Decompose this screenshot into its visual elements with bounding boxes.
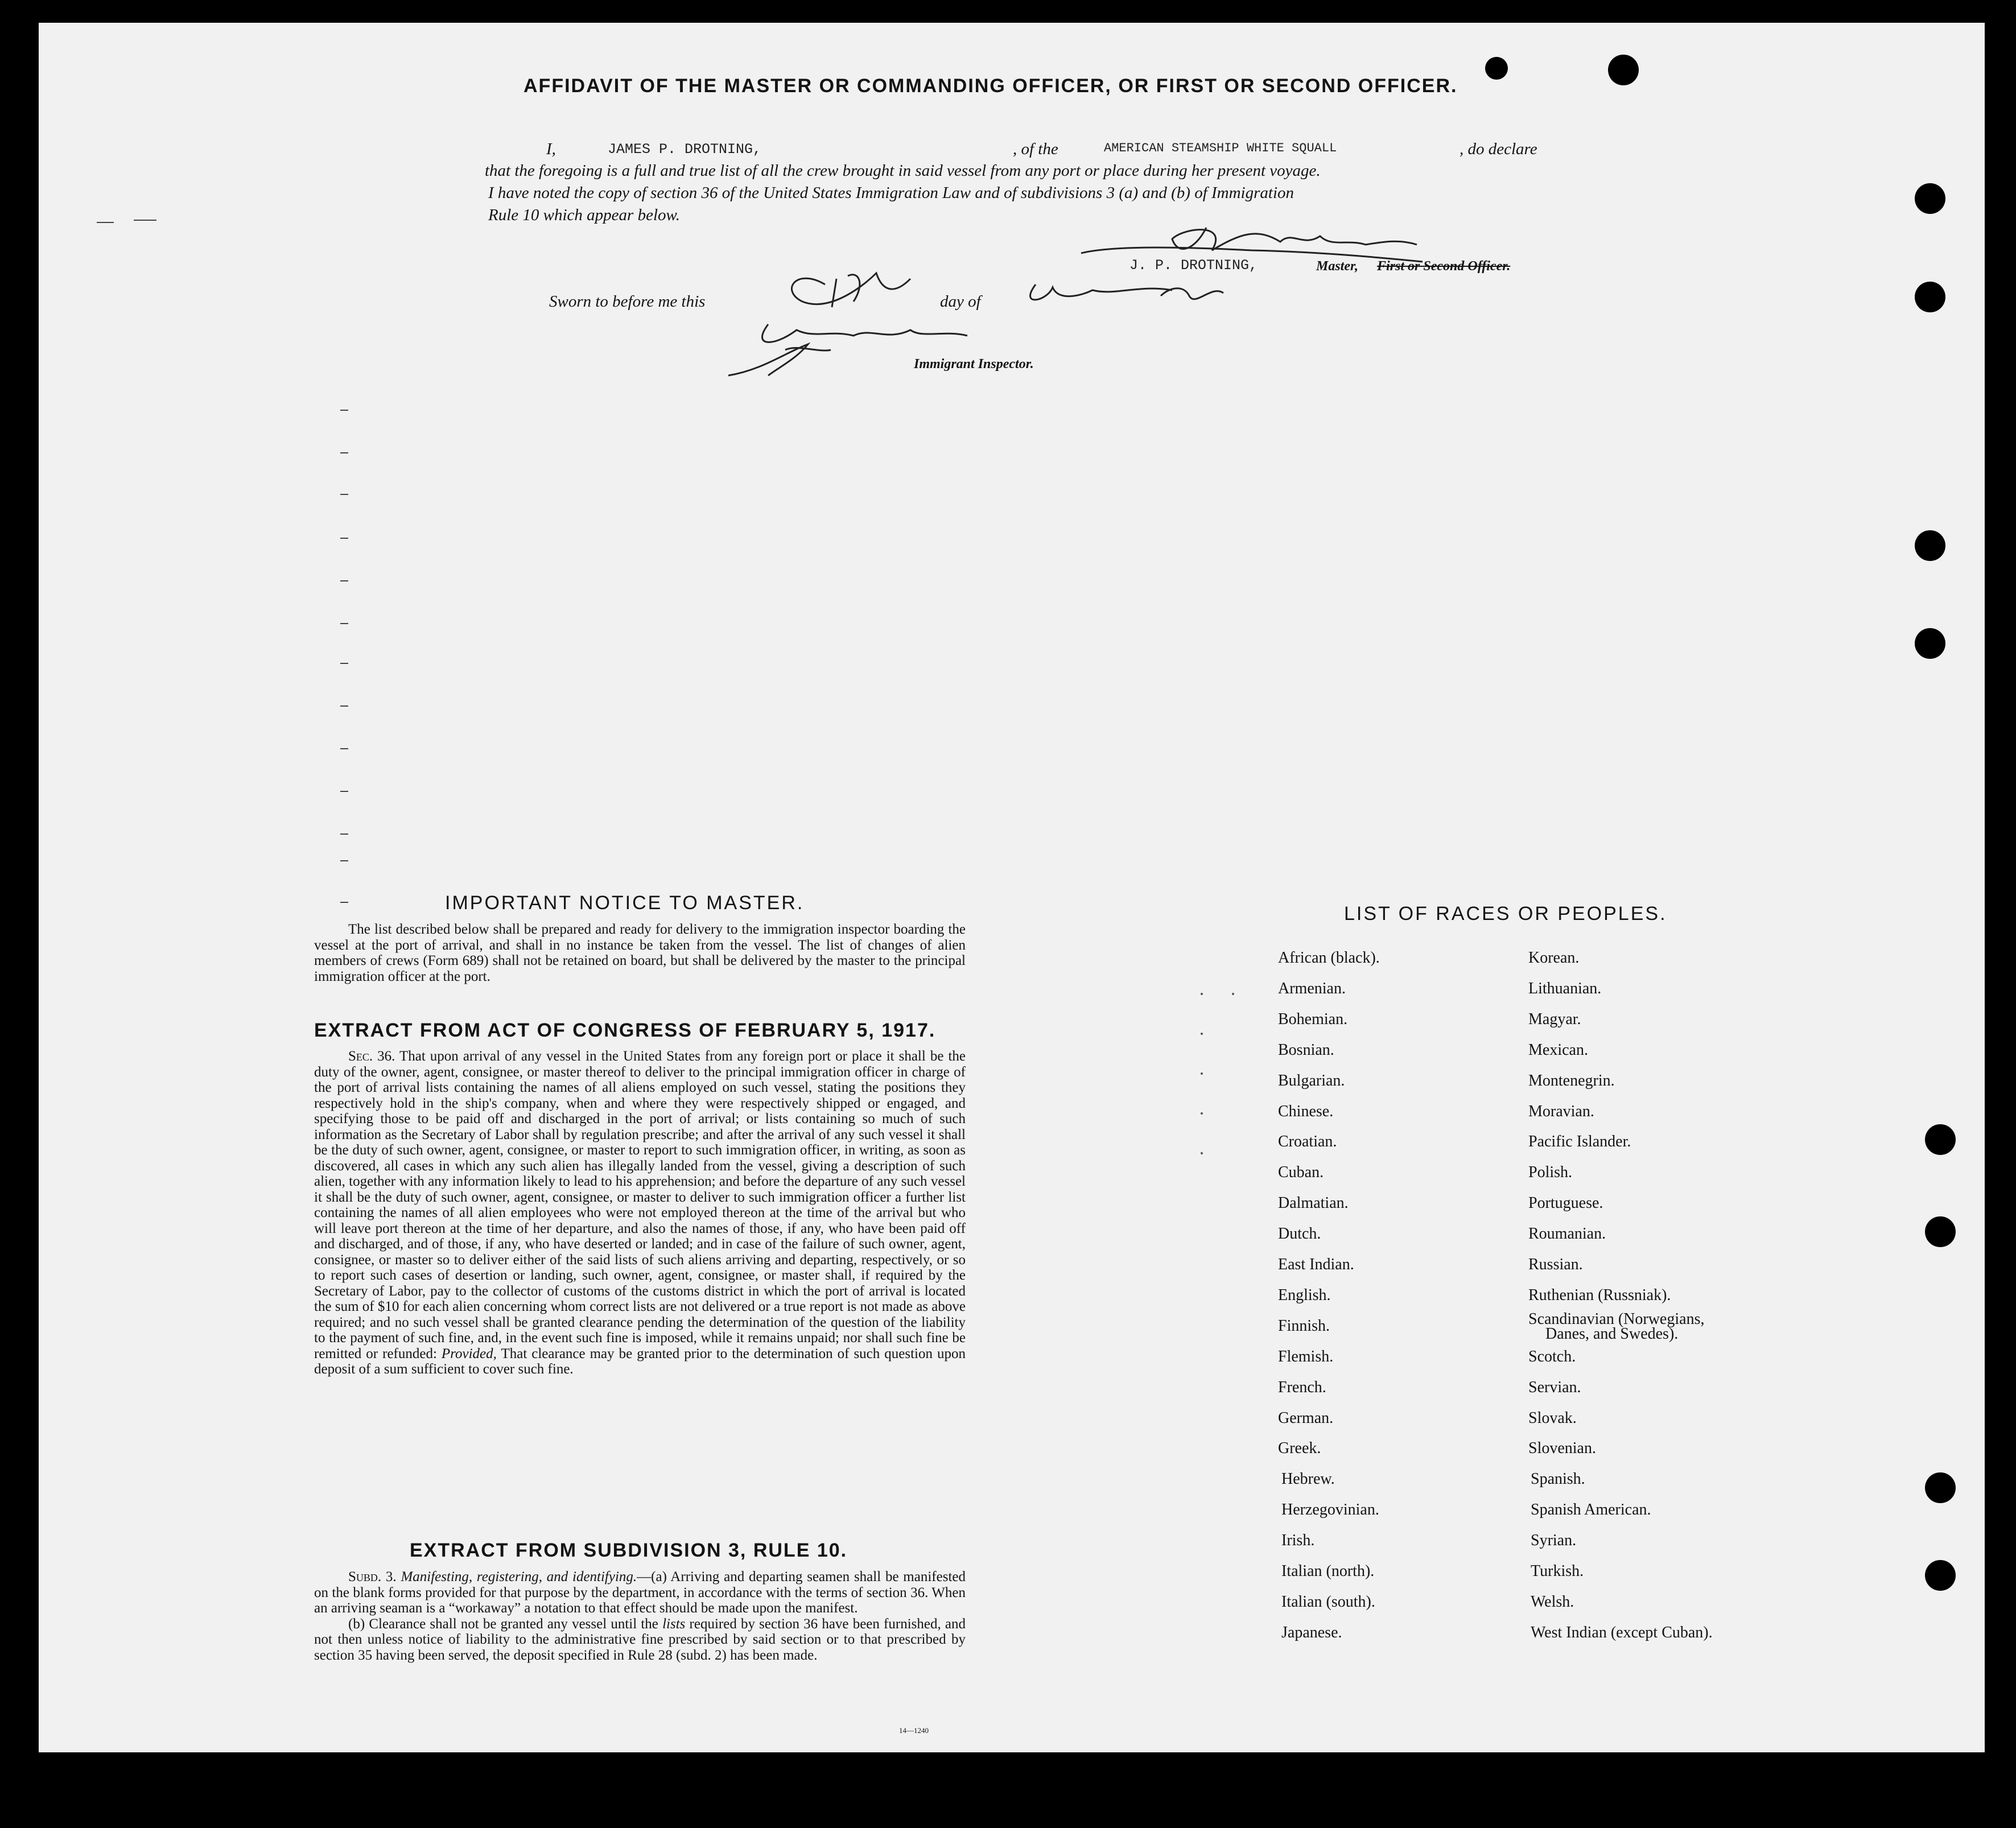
master-name-field: JAMES P. DROTNING, [608,141,762,158]
race-item: Ruthenian (Russniak). [1528,1286,1671,1304]
race-item: Scotch. [1528,1348,1576,1365]
race-item: Scandinavian (Norwegians, [1528,1310,1705,1328]
vessel-name-field: AMERICAN STEAMSHIP WHITE SQUALL [1104,141,1337,155]
margin-dot [1201,1033,1203,1035]
race-item: French. [1278,1379,1326,1396]
race-item: Dalmatian. [1278,1194,1349,1212]
section-36-end: That clearance may be granted prior to the determination of such question upon deposit of a sum sufficient to cover such fine. [314,1346,966,1377]
punch-hole [1485,57,1508,80]
race-item: Servian. [1528,1379,1581,1396]
declaration-line-4: Rule 10 which appear below. [488,206,680,224]
race-item: Montenegrin. [1528,1072,1615,1090]
punch-hole [1915,628,1945,659]
margin-tick [340,452,348,453]
subd-heading: Manifesting, registering, and identifying. [401,1569,637,1584]
race-item: Italian (north). [1281,1562,1375,1580]
race-item: Croatian. [1278,1133,1337,1150]
race-item: Pacific Islander. [1528,1133,1631,1150]
race-item: Turkish. [1531,1562,1584,1580]
race-item: Danes, and Swedes). [1545,1325,1679,1343]
extract-rule-title: EXTRACT FROM SUBDIVISION 3, RULE 10. [410,1540,848,1561]
notice-text [314,922,966,984]
margin-tick [97,222,114,223]
form-number: 14—1240 [899,1726,929,1735]
race-item: Hebrew. [1281,1470,1335,1488]
margin-tick [340,580,348,581]
punch-hole [1925,1216,1956,1247]
extract-rule-text [314,1569,966,1663]
race-item: German. [1278,1409,1334,1427]
section-36-body: That upon arrival of any vessel in the United States from any foreign port or place it shall be the duty of the owner, agent, consignee, or master thereof to deliver to the principal immigration officer in charge of the port of arrival lists containing the names of all aliens employed on such vessel, stating the positions they respectively hold in the ship's company, when and where they were respectively shipped or engaged, and specifying those to be paid off and discharged in the port of arrival; or lists containing so much of such information as the Secretary of Labor shall by regulation prescribe; and after the arrival of any such vessel it shall be the duty of such owner, agent, consignee, or master to report to such immigration officer, in writing, as soon as discovered, all cases in which any such alien has illegally landed from the vessel, giving a description of such alien, together with any information likely to lead to his apprehension; and before the departure of any such vessel it shall be the duty of such owner, agent, consignee, or master to deliver to such immigration officer a further list containing the names of all alien employees who were not employed thereon at the time of the arrival but who will leave port thereon at the time of her departure, and also the names of those, if any, who have been paid off and discharged, and of those, if any, who have deserted or landed; and in case of the failure of such owner, agent, consignee, or master so to deliver either of the said lists of such aliens arriving and departing, respectively, or so to report such cases of desertion or landing, such owner, agent, consignee, or master shall, if required by the Secretary of Labor, pay to the collector of customs of the customs district in which the port of arrival is located the sum of $10 for each alien concerning whom correct lists are not delivered or a true report is not made as above required; and no such vessel shall be granted clearance pending the determination of the question of the liability to the payment of such fine, and, in the event such fine is imposed, while it remains unpaid; nor shall such fine be remitted or refunded: [314,1049,966,1361]
sworn-label: Sworn to before me this [549,292,706,311]
race-item: Finnish. [1278,1317,1330,1335]
provided-label: Provided, [441,1346,497,1361]
race-item: Russian. [1528,1256,1583,1273]
subdivision-b-paragraph [314,1616,966,1664]
race-item: Dutch. [1278,1225,1321,1243]
declaration-line-3: I have noted the copy of section 36 of the United States Immigration Law and of subdivisions 3 (a) and (b) of Immigration [488,184,1294,202]
margin-tick [340,538,348,539]
race-item: Lithuanian. [1528,980,1602,997]
punch-hole [1925,1124,1956,1155]
notice-title: IMPORTANT NOTICE TO MASTER. [445,892,805,914]
margin-tick [340,663,348,664]
do-declare-label: , do declare [1460,140,1537,158]
punch-hole [1915,530,1945,561]
race-item: Chinese. [1278,1103,1334,1120]
punch-hole [1608,55,1639,85]
margin-tick [340,860,348,861]
margin-dot [1201,1072,1203,1075]
margin-dot [1201,1152,1203,1154]
affidavit-title: AFFIDAVIT OF THE MASTER OR COMMANDING OFFICER, OR FIRST OR SECOND OFFICER. [523,75,1458,97]
race-item: Cuban. [1278,1163,1324,1181]
day-of-label: day of [940,292,981,311]
races-title: LIST OF RACES OR PEOPLES. [1344,903,1667,925]
declaration-line-2: that the foregoing is a full and true list of all the crew brought in said vessel from any port or place during her present voyage. [485,162,1321,180]
race-item: Armenian. [1278,980,1346,997]
margin-dot [1201,1112,1203,1115]
race-item: Bosnian. [1278,1041,1334,1059]
notice-paragraph: The list described below shall be prepared and ready for delivery to the immigration inspector boarding the vessel at the port of arrival, and shall in no instance be taken from the vessel. The list of changes of alien members of crews (Form 689) shall not be retained on board, but shall be delivered by the master to the principal immigration officer at the port. [314,922,966,984]
race-item: Irish. [1281,1532,1315,1549]
typed-signature: J. P. DROTNING, [1129,257,1258,274]
race-item: Korean. [1528,949,1580,967]
race-item: Welsh. [1531,1593,1574,1611]
subd-a-text: —(a) Arriving and departing seamen shall be manifested on the blank forms provided for that purpose by the department, in accordance with the terms of section 36. When an arriving seaman is a “workaway” a notation to that effect should be made upon the manifest. [314,1569,966,1616]
subd-b-lists: lists [662,1616,686,1632]
margin-tick [340,902,348,903]
margin-tick [340,833,348,835]
punch-hole [1915,183,1945,214]
race-item: Italian (south). [1281,1593,1375,1611]
subd-b-text-2: required by section 36 have been furnished, and not then unless notice of liability to the administrative fine prescribed by said section or to that prescribed by section 35 having been served, the deposit specified in Rule 28 (subd. 2) has been made. [314,1616,966,1663]
race-item: Mexican. [1528,1041,1588,1059]
race-item: Spanish American. [1531,1501,1651,1518]
margin-dot [1201,993,1203,995]
race-item: West Indian (except Cuban). [1531,1624,1713,1641]
inspector-label: Immigrant Inspector. [914,357,1034,372]
race-item: Syrian. [1531,1532,1577,1549]
declaration-i: I, [546,140,556,158]
subdivision-a-paragraph [314,1569,966,1616]
margin-tick [340,748,348,749]
race-item: Roumanian. [1528,1225,1606,1243]
section-36-paragraph [314,1049,966,1377]
race-item: English. [1278,1286,1331,1304]
margin-tick [340,410,348,411]
margin-tick [340,494,348,495]
race-item: Polish. [1528,1163,1573,1181]
extract-act-title: EXTRACT FROM ACT OF CONGRESS OF FEBRUARY 5, 1917. [314,1020,936,1041]
margin-tick [340,623,348,624]
punch-hole [1925,1472,1956,1503]
master-label: Master, [1316,259,1359,274]
struck-officer-label: First or Second Officer. [1377,259,1511,274]
margin-tick [340,705,348,707]
race-item: Herzegovinian. [1281,1501,1379,1518]
race-item: Greek. [1278,1439,1321,1457]
race-item: East Indian. [1278,1256,1354,1273]
race-item: Japanese. [1281,1624,1342,1641]
extract-act-text [314,1049,966,1377]
race-item: Bulgarian. [1278,1072,1345,1090]
race-item: Moravian. [1528,1103,1594,1120]
margin-dot [1232,993,1234,995]
race-item: Slovak. [1528,1409,1577,1427]
section-label: Sec. 36. [348,1049,395,1064]
punch-hole [1915,282,1945,312]
margin-tick [340,791,348,792]
race-item: African (black). [1278,949,1380,967]
race-item: Bohemian. [1278,1010,1348,1028]
race-item: Slovenian. [1528,1439,1596,1457]
subd-label: Subd. 3. [348,1569,397,1584]
race-item: Flemish. [1278,1348,1334,1365]
of-the-label: , of the [1013,140,1058,158]
handwritten-signatures [683,216,1511,387]
race-item: Spanish. [1531,1470,1585,1488]
margin-tick [134,220,156,221]
punch-hole [1925,1560,1956,1591]
race-item: Portuguese. [1528,1194,1603,1212]
subd-b-text-1: (b) Clearance shall not be granted any vessel until the [348,1616,658,1632]
race-item: Magyar. [1528,1010,1581,1028]
